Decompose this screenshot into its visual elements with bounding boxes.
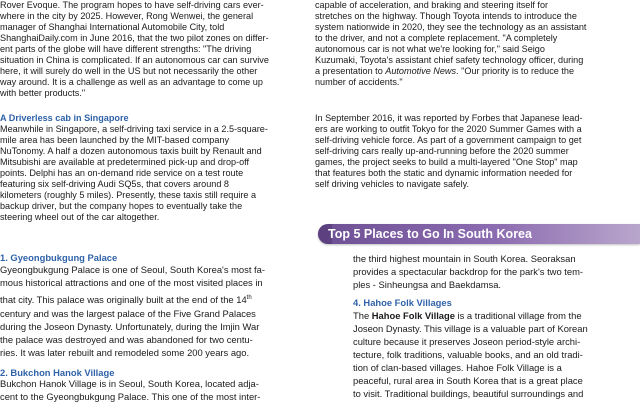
text-line: Gyeongbukgung Palace is one of Seoul, South Korea's most fa- (0, 264, 265, 275)
text-line: Kuzumaki, Toyota's assistant chief safety technology officer, during (315, 55, 584, 65)
text-line: mile area has been launched by the MIT-based company (0, 135, 229, 145)
text-line: system nationwide in 2020, they see the technology as an assistant (315, 22, 587, 32)
superscript: th (246, 294, 252, 301)
text-line: In September 2016, it was reported by Forbes that Japanese lead- (315, 113, 583, 123)
section-heading-bukchon: 2. Bukchon Hanok Village (0, 367, 115, 378)
text-line: peaceful, rural area in South Korea that is a great place (353, 375, 583, 386)
text-line: Joseon Dynasty. This village is a valuable part of Korean (353, 323, 588, 334)
text-line: ent parts of the globe will have different strengths: "The driving (0, 44, 252, 54)
text-line: ShanghaiDaily.com in June 2016, that the two pilot zones on differ- (0, 33, 269, 43)
hahoe-section (353, 297, 638, 401)
text-line: Rover Evoque. The program hopes to have self-driving cars ever- (0, 0, 264, 10)
left-top-paragraph (0, 0, 314, 99)
seoraksan-paragraph (353, 253, 638, 292)
text-line: manager of Shanghai International Automobile City, told (0, 22, 225, 32)
singapore-section (0, 113, 314, 223)
publication-title: Automotive News (385, 66, 457, 76)
text-line (315, 66, 633, 77)
section-banner (318, 224, 640, 244)
text-line: Meanwhile in Singapore, a self-driving taxi service in a 2.5-square- (0, 124, 268, 134)
text-line: with better products." (0, 88, 86, 98)
text-line: situation in China is complicated. If an autonomous car can survive (0, 55, 269, 65)
text-line: self-driving vehicle force. As part of a government campaign to get (315, 135, 582, 145)
text-fragment: The (353, 310, 372, 321)
text-line: NuTonomy. A half a dozen autonomous taxis built by Renault and (0, 146, 262, 156)
text-line: number of accidents." (315, 77, 403, 87)
text-line: tion of clan-based villages. Hahoe Folk Village is a (353, 362, 562, 373)
text-line: century and was the largest palace of the Five Grand Palaces (0, 308, 256, 319)
text-line: during the Joseon Dynasty. Unfortunately, during the Imjin War (0, 321, 260, 332)
text-line: Bukchon Hanok Village is in Seoul, South Korea, located adja- (0, 378, 259, 389)
text-line: provides a spectacular backdrop for the park's two tem- (353, 266, 584, 277)
right-top-paragraph (315, 0, 633, 88)
text-fragment: is a traditional village from the (454, 310, 582, 321)
text-line: stretches on the highway. Though Toyota intends to introduce the (315, 11, 577, 21)
text-line: cent to the Gyeongbukgung Palace. This one of the most inter- (0, 391, 261, 402)
text-line: ples - Sinheungsa and Baekdamsa. (353, 279, 502, 290)
text-fragment: that city. This palace was originally built at the end of the 14 (0, 294, 247, 305)
text-line: kilometers (roughly 5 miles). Presently, these taxis still require a (0, 190, 257, 200)
text-line: the third highest mountain in South Korea. Seoraksan (353, 253, 576, 264)
banner-title: Top 5 Places to Go In South Korea (328, 227, 532, 241)
section-heading-gyeongbukgung: 1. Gyeongbukgung Palace (0, 252, 118, 263)
text-line: points. Delphi has an on-demand ride service on a test route (0, 168, 244, 178)
text-line: steering wheel out of the car altogether. (0, 212, 160, 222)
text-line: here, it will surely do well in the US but not necessarily the other (0, 66, 258, 76)
text-line: mous historical attractions and one of the most visited places in (0, 277, 263, 288)
village-name: Hahoe Folk Village (371, 310, 455, 321)
text-line: games, the project seeks to build a multi-layered "One Stop" map (315, 157, 578, 167)
section-heading-hahoe: 4. Hahoe Folk Villages (353, 297, 452, 308)
text-line: the palace was destroyed and was abandoned for two centu- (0, 334, 253, 345)
section-heading-singapore: A Driverless cab in Singapore (0, 113, 129, 123)
text-fragment: a presentation to (315, 66, 386, 76)
text-line: backup driver, but the company hopes to eventually take the (0, 201, 243, 211)
text-line: to the driver, and not a complete replacement. "A completely (315, 33, 558, 43)
text-line: where in the city by 2025. However, Rong Wenwei, the general (0, 11, 254, 21)
text-line: self driving vehicles to navigate safely. (315, 179, 469, 189)
text-line: capable of acceleration, and braking and steering itself for (315, 0, 549, 10)
text-line: that features both the static and dynamic information needed for (315, 168, 573, 178)
text-line: featuring six self-driving Audi SQ5s, that covers around 8 (0, 179, 229, 189)
text-line: to visit. Traditional buildings, beautiful surroundings and (353, 388, 584, 399)
text-line: self-driving cars really up-and-running before the 2020 summer (315, 146, 569, 156)
text-line: way around. It is a challenge as well as an advantage to come up (0, 77, 263, 87)
text-line: ers are working to outfit Tokyo for the 2020 Summer Games with a (315, 124, 582, 134)
gyeongbukgung-section (0, 252, 314, 360)
text-line-with-superscript (0, 292, 314, 308)
bukchon-section (0, 367, 314, 404)
text-line: tecture, folk traditions, valuable books, and an old tradi- (353, 349, 583, 360)
text-line: culture because it preserves Joseon period-style archi- (353, 336, 581, 347)
forbes-paragraph (315, 113, 633, 190)
text-line: autonomous car is not what we're looking for," said Seigo (315, 44, 545, 54)
text-fragment: . "Our priority is to reduce the (456, 66, 575, 76)
text-line: Mitsubishi are available at predetermined pick-up and drop-off (0, 157, 250, 167)
text-line (353, 310, 638, 323)
text-line: ries. It was later rebuilt and remodeled some 200 years ago. (0, 347, 250, 358)
